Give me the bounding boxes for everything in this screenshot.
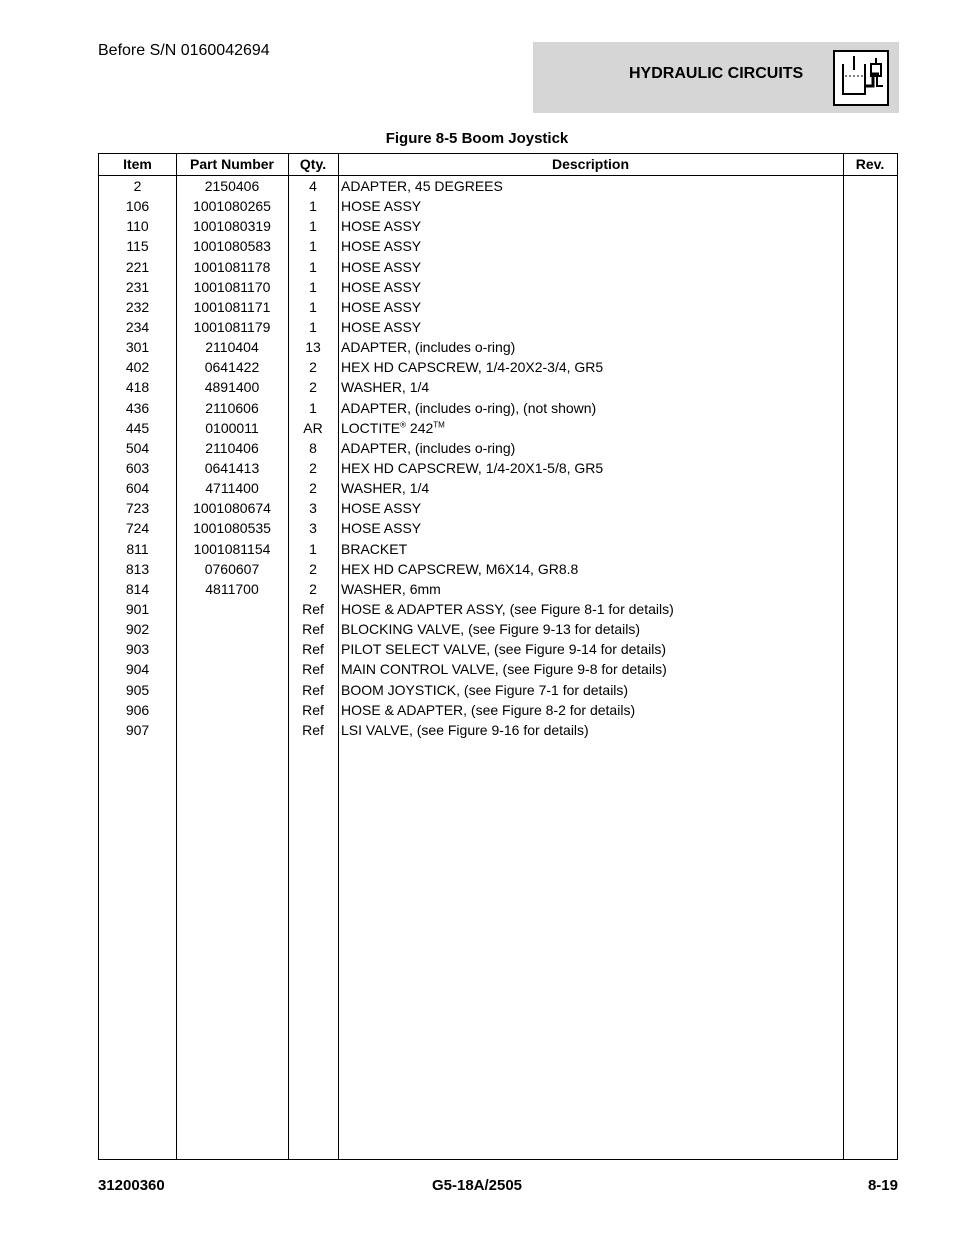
description-text: ADAPTER, (includes o-ring) (341, 439, 516, 456)
item-cell: 902 (125, 621, 150, 638)
item-cell: 603 (125, 459, 150, 476)
item-cell: 418 (125, 379, 150, 396)
trademark-mark: TM (433, 420, 445, 430)
qty-cell: Ref (302, 721, 324, 738)
qty-cell: AR (303, 419, 323, 436)
hydraulic-circuit-icon (833, 50, 889, 106)
item-cell: 504 (125, 439, 150, 456)
table-row (99, 660, 897, 680)
description-cell (341, 541, 407, 557)
qty-cell: 1 (309, 399, 317, 416)
header-part-number: Part Number (189, 156, 275, 172)
description-text: HOSE ASSY (341, 298, 422, 315)
description-cell (341, 500, 421, 516)
qty-cell: 1 (309, 198, 317, 215)
table-row (99, 378, 897, 398)
description-text: HOSE ASSY (341, 278, 422, 295)
description-text: ADAPTER, 45 DEGREES (341, 178, 503, 194)
table-row (99, 560, 897, 580)
description-cell (341, 279, 421, 295)
qty-cell: Ref (302, 641, 324, 658)
parts-table (98, 153, 898, 1160)
table-row (99, 540, 897, 560)
part-number-cell: 0760607 (204, 560, 260, 577)
description-text: BOOM JOYSTICK, (see Figure 7-1 for details) (341, 681, 629, 698)
description-text: WASHER, 1/4 (341, 480, 430, 497)
table-row (99, 620, 897, 640)
part-number-cell: 1001080583 (193, 238, 271, 255)
qty-cell: 1 (309, 258, 317, 275)
footer-doc-number: 31200360 (98, 1177, 165, 1194)
qty-cell: Ref (302, 681, 324, 698)
header-item: Item (123, 156, 152, 172)
table-row (99, 318, 897, 338)
description-cell (341, 339, 515, 355)
section-title: HYDRAULIC CIRCUITS (629, 65, 804, 82)
description-cell (341, 641, 666, 657)
table-row (99, 258, 897, 278)
qty-cell: 1 (309, 298, 317, 315)
item-cell: 232 (125, 298, 150, 315)
description-text: HEX HD CAPSCREW, M6X14, GR8.8 (341, 560, 579, 577)
item-cell: 445 (125, 419, 150, 436)
table-body (99, 177, 897, 741)
table-row (99, 640, 897, 660)
qty-cell: 2 (309, 459, 317, 476)
part-number-cell: 0641422 (204, 359, 260, 376)
description-cell (341, 218, 421, 234)
table-row (99, 358, 897, 378)
table-row (99, 479, 897, 499)
item-cell: 905 (125, 681, 150, 698)
description-text: HOSE & ADAPTER ASSY, (see Figure 8-1 for details) (341, 600, 674, 617)
item-cell: 814 (125, 580, 150, 597)
item-cell: 724 (125, 520, 150, 537)
item-cell: 115 (126, 238, 149, 255)
part-number-cell: 0100011 (205, 419, 259, 436)
description-text: PILOT SELECT VALVE, (see Figure 9-14 for details) (341, 641, 666, 658)
description-cell (341, 561, 578, 577)
description-text: HOSE & ADAPTER, (see Figure 8-2 for details) (341, 701, 636, 718)
part-number-cell: 1001081171 (193, 298, 271, 315)
part-number-cell: 1001081154 (193, 540, 271, 557)
item-cell: 906 (125, 701, 150, 718)
table-row (99, 177, 897, 197)
section-banner (533, 42, 899, 113)
description-text: LOCTITE (341, 419, 401, 436)
description-cell (341, 581, 441, 597)
qty-cell: 1 (309, 318, 317, 335)
qty-cell: Ref (302, 621, 324, 638)
header-divider (99, 175, 897, 176)
figure-title: Figure 8-5 Boom Joystick (385, 130, 569, 147)
description-cell (341, 400, 596, 416)
qty-cell: 1 (309, 540, 317, 557)
part-number-cell: 4811700 (205, 580, 259, 597)
part-number-cell: 1001080535 (193, 520, 271, 537)
description-text: BRACKET (341, 540, 408, 557)
part-number-cell: 2110606 (205, 399, 259, 416)
qty-cell: 2 (309, 379, 317, 396)
item-cell: 110 (126, 218, 149, 235)
description-text: HOSE ASSY (341, 258, 422, 275)
header-qty: Qty. (299, 156, 327, 172)
table-row (99, 217, 897, 237)
qty-cell: 1 (309, 218, 317, 235)
serial-note: Before S/N 0160042694 (98, 42, 270, 59)
qty-cell: 4 (309, 178, 317, 194)
table-row (99, 459, 897, 479)
description-cell (341, 178, 503, 194)
description-tail: 242 (406, 419, 434, 436)
description-cell (341, 621, 640, 637)
qty-cell: 3 (309, 520, 317, 537)
part-number-cell: 4711400 (205, 480, 259, 497)
description-text: LSI VALVE, (see Figure 9-16 for details) (341, 721, 589, 738)
table-row (99, 278, 897, 298)
item-cell: 811 (126, 540, 149, 557)
qty-cell: Ref (302, 701, 324, 718)
item-cell: 723 (125, 500, 150, 517)
description-cell (341, 440, 515, 456)
table-row (99, 197, 897, 217)
table-row (99, 499, 897, 519)
item-cell: 234 (125, 318, 150, 335)
description-text: ADAPTER, (includes o-ring) (341, 339, 516, 356)
qty-cell: 2 (309, 359, 317, 376)
description-cell (341, 601, 674, 617)
description-cell (341, 661, 667, 677)
table-row (99, 399, 897, 419)
table-row (99, 519, 897, 539)
item-cell: 231 (125, 278, 150, 295)
part-number-cell: 2110406 (205, 439, 259, 456)
qty-cell: 2 (309, 580, 317, 597)
header-rev: Rev. (855, 156, 885, 172)
part-number-cell: 1001081170 (193, 278, 271, 295)
qty-cell: 8 (309, 439, 317, 456)
part-number-cell: 1001080319 (193, 218, 271, 235)
item-cell: 813 (125, 560, 150, 577)
qty-cell: 2 (309, 560, 317, 577)
item-cell: 901 (125, 600, 150, 617)
description-cell (341, 379, 429, 395)
item-cell: 604 (125, 480, 150, 497)
table-row (99, 419, 897, 439)
description-text: HEX HD CAPSCREW, 1/4-20X2-3/4, GR5 (341, 359, 604, 376)
table-row (99, 439, 897, 459)
description-cell (341, 359, 603, 375)
description-cell (341, 259, 421, 275)
part-number-cell: 1001080674 (193, 500, 271, 517)
description-text: HEX HD CAPSCREW, 1/4-20X1-5/8, GR5 (341, 459, 604, 476)
description-text: HOSE ASSY (341, 238, 422, 255)
footer-page-number: 8-19 (867, 1177, 898, 1194)
table-row (99, 237, 897, 257)
table-row (99, 580, 897, 600)
description-cell (341, 682, 628, 698)
description-cell (341, 480, 429, 496)
description-text: HOSE ASSY (341, 500, 422, 517)
item-cell: 907 (125, 721, 150, 738)
qty-cell: 2 (309, 480, 317, 497)
part-number-cell: 2150406 (204, 178, 260, 194)
description-text: HOSE ASSY (341, 318, 422, 335)
table-row (99, 721, 897, 741)
description-text: WASHER, 6mm (341, 580, 441, 597)
qty-cell: Ref (302, 661, 324, 678)
part-number-cell: 0641413 (204, 459, 260, 476)
item-cell: 436 (125, 399, 150, 416)
item-cell: 2 (133, 178, 142, 194)
header-description: Description (551, 156, 629, 172)
description-cell (341, 319, 421, 335)
description-text: MAIN CONTROL VALVE, (see Figure 9-8 for details) (341, 661, 667, 678)
table-row (99, 600, 897, 620)
description-cell (341, 460, 603, 476)
item-cell: 903 (125, 641, 150, 658)
qty-cell: 1 (309, 238, 317, 255)
description-cell (341, 299, 421, 315)
description-cell (341, 520, 421, 536)
item-cell: 106 (125, 198, 150, 215)
description-text: BLOCKING VALVE, (see Figure 9-13 for details) (341, 621, 641, 638)
registered-mark: ® (400, 420, 407, 430)
table-row (99, 681, 897, 701)
table-row (99, 338, 897, 358)
description-cell (341, 420, 445, 436)
qty-cell: Ref (302, 600, 324, 617)
item-cell: 221 (125, 258, 150, 275)
description-text: HOSE ASSY (341, 198, 422, 215)
item-cell: 904 (125, 661, 150, 678)
description-cell (341, 238, 421, 254)
description-text: HOSE ASSY (341, 520, 422, 537)
description-text: HOSE ASSY (341, 218, 422, 235)
part-number-cell: 1001081179 (193, 318, 271, 335)
table-row (99, 298, 897, 318)
description-text: WASHER, 1/4 (341, 379, 430, 396)
item-cell: 301 (125, 339, 150, 356)
part-number-cell: 1001081178 (193, 258, 271, 275)
description-cell (341, 198, 421, 214)
footer-model: G5-18A/2505 (431, 1177, 523, 1194)
item-cell: 402 (125, 359, 150, 376)
part-number-cell: 1001080265 (193, 198, 271, 215)
description-cell (341, 722, 589, 738)
part-number-cell: 4891400 (204, 379, 260, 396)
table-row (99, 701, 897, 721)
qty-cell: 13 (305, 339, 321, 356)
qty-cell: 3 (309, 500, 317, 517)
description-cell (341, 702, 635, 718)
qty-cell: 1 (309, 278, 317, 295)
part-number-cell: 2110404 (205, 339, 259, 356)
description-text: ADAPTER, (includes o-ring), (not shown) (341, 399, 597, 416)
